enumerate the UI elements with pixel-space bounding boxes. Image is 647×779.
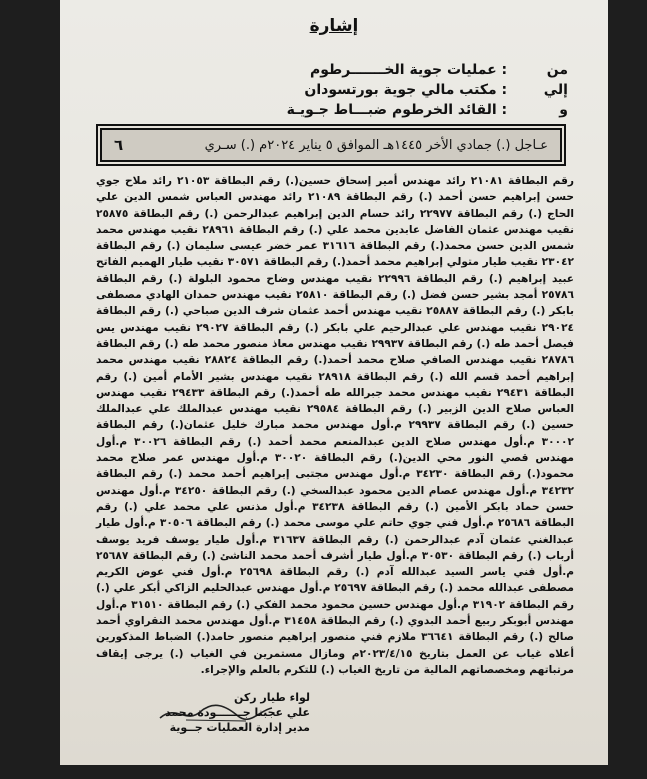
reference-line: عـاجل (.) جمادي الأخر ١٤٤٥هـ الموافق ٥ يناير ٢٠٢٤م (.) سـري — [204, 137, 548, 153]
from-value: : عمليات جوية الخـــــــرطوم — [310, 62, 508, 78]
signature-rank: لواء طيار ركن — [233, 691, 310, 704]
from-line — [310, 62, 568, 78]
cc-line — [287, 102, 568, 118]
reference-box — [100, 128, 562, 162]
reference-number: ٦ — [114, 136, 124, 154]
document-title: إشارة — [309, 16, 359, 36]
to-value: : مكتب مالي جوية بورتسودان — [304, 82, 508, 98]
from-label: من — [546, 62, 568, 78]
to-line — [304, 82, 568, 98]
document-body: رقم البطاقة ٢١٠٨١ رائد مهندس أمير إسحاق حسين(.) رقم البطاقة ٢١٠٥٣ رائد ملاح جوي حسن إبراهيم حسن أحمد (.) رقم البطاقة ٢١٠٨٩ رائد مهندس العباس شمس الدين علي الحاج (.) رقم البطاقة ٢٢٩٧٧ رائد حسام الدين إبراهيم عبدالرحمن (.) رقم البطاقة ٢٥٨٧٥ نقيب مهندس عثمان الفاضل عابدين محمد علي (.) رقم البطاقة ٢٨٩٦١ نقيب مهندس محمد شمس الدين حسن محمد(.) رقم البطاقة ٣١٦١٦ عمر خضر عيسى سليمان (.) رقم البطاقة ٢٣٠٤٢ نقيب طيار متولي إبراهيم محمد أحمد(.) رقم البطاقة ٣٠٥٧١ نقيب طيار الهميم الفاتح عبيد إبراهيم (.) رقم البطاقة ٢٢٩٩٦ نقيب مهندس وضاح محمود البلولة (.) رقم البطاقة ٢٥٧٨٦ أمجد بشير حسن فضل (.) رقم البطاقة ٢٥٨١٠ نقيب مهندس حمدان الهادي مصطفى بابكر (.) رقم البطاقة ٢٥٨٨٧ نقيب مهندس أحمد عثمان شرف الدين صباحي (.) رقم البطاقة ٢٩٠٢٤ نقيب مهندس علي عبدالرحيم علي بابكر (.) رقم البطاقة ٢٩٠٢٧ نقيب مهندس يس فيصل أحمد طه (.) رقم البطاقة ٢٩٩٣٧ نقيب مهندس معاذ منصور محمد طه (.) رقم البطاقة ٢٨٧٨٦ نقيب مهندس الصافي صلاح محمد أحمد(.) رقم البطاقة ٢٨٨٢٤ نقيب مهندس محمد إبراهيم أحمد قسم الله (.) رقم البطاقة ٢٨٩١٨ نقيب مهندس بشير الأمام أمين (.) رقم البطاقة ٢٩٤٣١ نقيب مهندس محمد جبرالله طه أحمد(.) رقم البطاقة ٢٩٤٣٣ نقيب مهندس العباس صلاح الدين الزبير (.) رقم البطاقة ٢٩٥٨٤ نقيب مهندس عبدالملك علي عبدالملك حسين (.) رقم البطاقة ٢٩٩٣٧ م.أول مهندس محمد مبارك خليل عثمان(.) رقم البطاقة ٣٠٠٠٢ م.أول مهندس صلاح الدين عبدالمنعم محمد أحمد (.) رقم البطاقة ٣٠٠٢٦ م.أول مهندس قصي النور محي الدين(.) رقم البطاقة ٣٠٠٢٠ م.أول مهندس عمر صلاح محمد محمود(.) رقم البطاقة ٣٤٢٣٠ م.أول مهندس مجتبى إبراهيم أحمد محمد (.) رقم البطاقة ٣٤٢٣٢ م.أول مهندس عصام الدين محمود عبدالسخي (.) رقم البطاقة ٣٤٢٥٠ م.أول مهندس حسن حماد بابكر الأمين (.) رقم البطاقة ٣٤٢٣٨ م.أول مذنس علي محمد علي (.) رقم البطاقة ٢٥٦٨٦ م.أول فني جوي حاتم علي موسى محمد (.) رقم البطاقة ٣٠٥٠٦ م.أول طيار عبدالغني عثمان آدم عبدالرحمن (.) رقم البطاقة ٣١٦٣٧ م.أول طيار يوسف فريد يوسف أرباب (.) رقم البطاقة ٣٠٥٣٠ م.أول طيار أشرف أحمد محمد الناشئ (.) رقم البطاقة ٢٥٦٨٧ م.أول فني ياسر السيد عبدالله آدم (.) رقم البطاقة ٢٥٦٩٨ م.أول فني عوض الكريم مصطفى عبدالله محمد (.) رقم البطاقة ٢٥٦٩٧ م.أول مهندس عبدالحليم الزاكي أبكر علي (.) رقم البطاقة ٣١٩٠٢ م.أول مهندس حسين محمود محمد الفكي (.) رقم البطاقة ٣١٥١٠ م.أول مهندس أبوبكر ربيع أحمد البدوي (.) رقم البطاقة ٣١٤٥٨ م.أول مهندس محمد النقراوي أحمد صالح (.) رقم البطاقة ٣٦٦٤١ ملازم فني منصور إبراهيم منصور حامد(.) الضباط المذكورين أعلاه غياب عن العمل بتاريخ ٢٠٢٣/٤/١٥م ومازال مستمرين في الغياب (.) يرجى إيقاف مرتباتهم ومخصصاتهم المالية من تاريخ الغياب (.) للتكرم بالعلم والإجراء. — [96, 175, 575, 676]
cc-label: و — [559, 102, 568, 118]
to-label: إلي — [543, 82, 568, 98]
signature-block — [165, 690, 310, 735]
document-page — [60, 0, 608, 765]
signature-position: مدير إدارة العمليات جــوية — [169, 721, 310, 734]
cc-value: : القائد الخرطوم ضبـــاط جـويـة — [286, 102, 508, 118]
signature-name: علي عجبنا جـــــــودة محمد — [165, 706, 310, 719]
